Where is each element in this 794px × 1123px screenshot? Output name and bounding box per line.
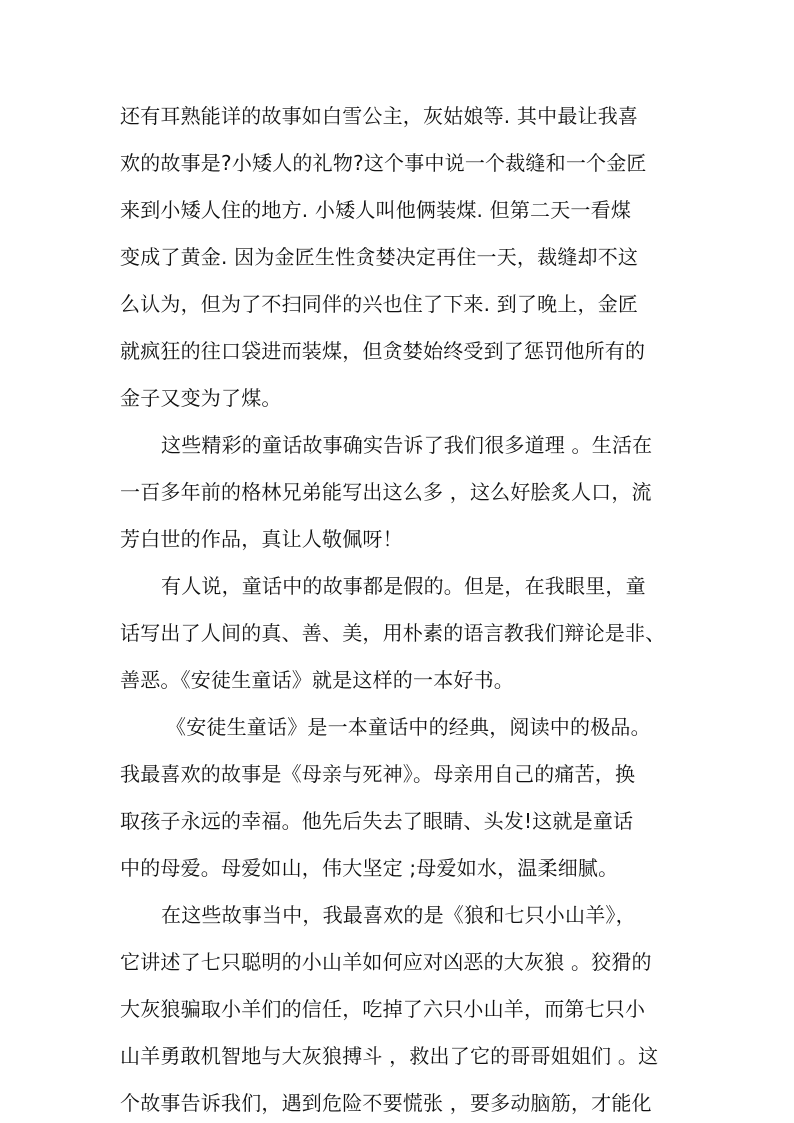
paragraph-1-line-6: 就疯狂的往口袋进而装煤，但贪婪始终受到了惩罚他所有的 bbox=[120, 339, 646, 363]
paragraph-1-line-7: 金子又变为了煤。 bbox=[120, 386, 282, 410]
paragraph-3-line-3: 善恶。《安徒生童话》就是这样的一本好书。 bbox=[120, 668, 514, 692]
paragraph-5-line-5: 个故事告诉我们，遇到危险不要慌张 ，要多动脑筋，才能化 bbox=[120, 1091, 652, 1115]
paragraph-1-line-4: 变成了黄金. 因为金匠生性贪婪决定再住一天，裁缝却不这 bbox=[120, 245, 639, 269]
paragraph-4-line-3: 取孩子永远的幸福。他先后失去了眼睛、头发!这就是童话 bbox=[120, 809, 634, 833]
paragraph-1-line-3: 来到小矮人住的地方. 小矮人叫他俩装煤. 但第二天一看煤 bbox=[120, 198, 632, 222]
paragraph-4-line-2: 我最喜欢的故事是《母亲与死神》。母亲用自己的痛苦，换 bbox=[120, 762, 636, 786]
paragraph-4-line-4: 中的母爱。母爱如山，伟大坚定 ;母爱如水，温柔细腻。 bbox=[120, 856, 619, 880]
paragraph-5-line-2: 它讲述了七只聪明的小山羊如何应对凶恶的大灰狼 。狡猾的 bbox=[120, 950, 652, 974]
paragraph-1-line-5: 么认为，但为了不扫同伴的兴也住了下来. 到了晚上，金匠 bbox=[120, 292, 639, 316]
paragraph-1-line-2: 欢的故事是?小矮人的礼物?这个事中说一个裁缝和一个金匠 bbox=[120, 151, 647, 175]
paragraph-2-line-1: 这些精彩的童话故事确实告诉了我们很多道理 。生活在 bbox=[161, 433, 653, 457]
paragraph-2-line-3: 芳白世的作品，真让人敬佩呀！ bbox=[120, 527, 403, 551]
paragraph-4-line-1: 《安徒生童话》是一本童话中的经典，阅读中的极品。 bbox=[166, 715, 651, 739]
paragraph-2-line-2: 一百多年前的格林兄弟能写出这么多 ，这么好脍炙人口，流 bbox=[120, 480, 652, 504]
paragraph-5-line-4: 山羊勇敢机智地与大灰狼搏斗 ，救出了它的哥哥姐姐们 。这 bbox=[120, 1044, 659, 1068]
paragraph-1-line-1: 还有耳熟能详的故事如白雪公主，灰姑娘等. 其中最让我喜 bbox=[120, 104, 639, 128]
paragraph-3-line-2: 话写出了人间的真、善、美，用朴素的语言教我们辩论是非、 bbox=[120, 621, 666, 645]
paragraph-3-line-1: 有人说，童话中的故事都是假的。但是，在我眼里，童 bbox=[161, 574, 646, 598]
paragraph-5-line-3: 大灰狼骗取小羊们的信任，吃掉了六只小山羊，而第七只小 bbox=[120, 997, 646, 1021]
paragraph-5-line-1: 在这些故事当中，我最喜欢的是《狼和七只小山羊》， bbox=[161, 903, 636, 927]
